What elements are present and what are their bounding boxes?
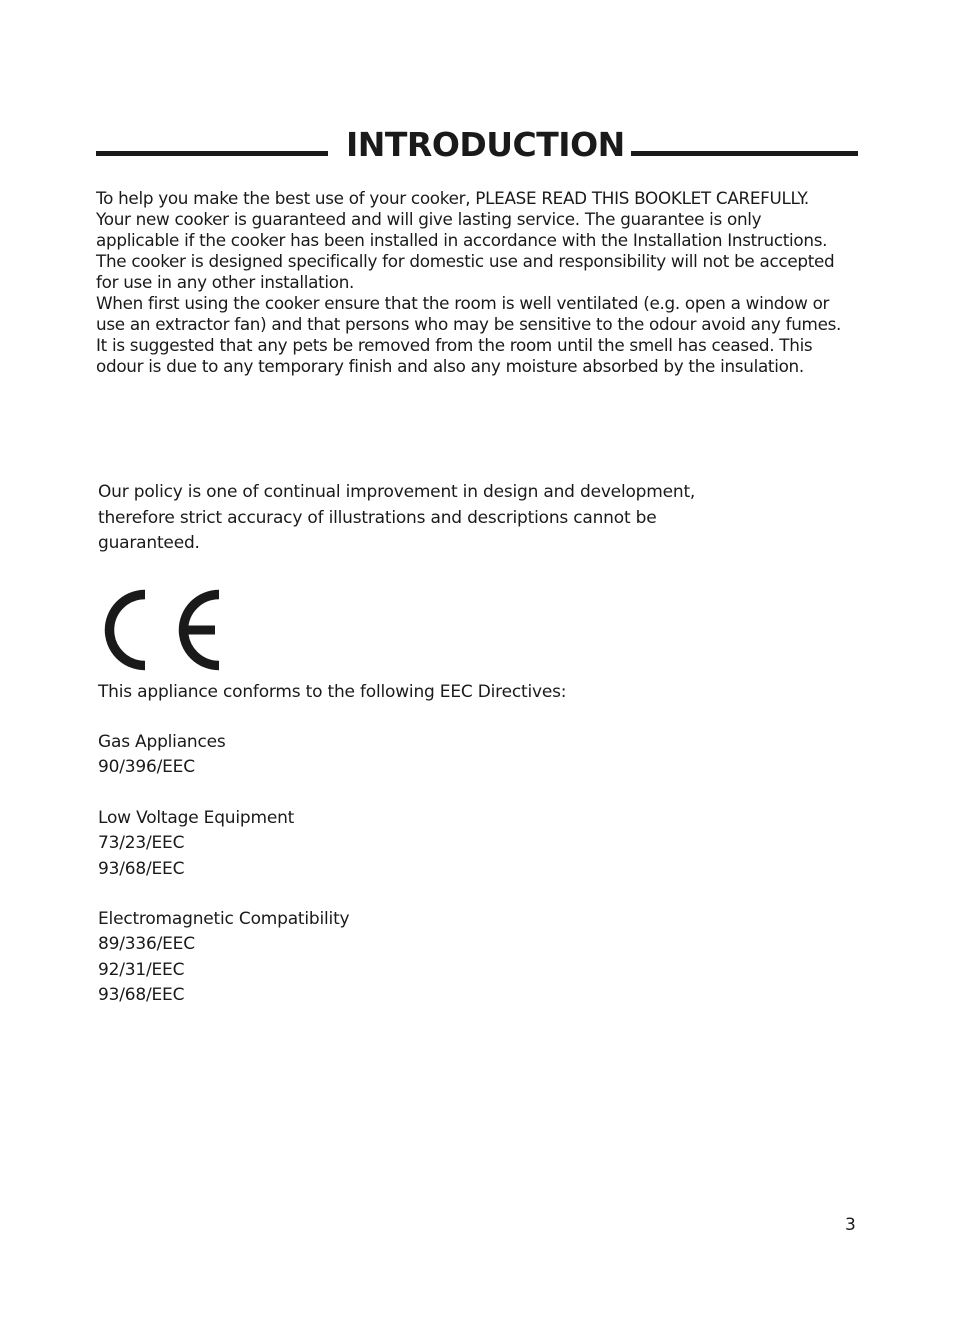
directive-code: 93/68/EEC xyxy=(98,984,185,1005)
intro-paragraph: Your new cooker is guaranteed and will give lasting service. The guarantee is only applicable if the cooker has been installed in accordance with the Installation Instructions. xyxy=(96,209,828,250)
intro-paragraph: To help you make the best use of your cooker, PLEASE READ THIS BOOKLET CAREFULLY. xyxy=(96,188,809,208)
conformity-statement: This appliance conforms to the following EEC Directives: xyxy=(98,682,567,702)
heading-rule-right xyxy=(631,151,858,156)
directive-group-emc xyxy=(98,907,349,1008)
directive-code: 73/23/EEC xyxy=(98,833,185,854)
intro-paragraph: The cooker is designed specifically for domestic use and responsibility will not be accepted for use in any other installation. xyxy=(96,251,835,292)
page-title: INTRODUCTION xyxy=(346,125,625,164)
directive-code: 89/336/EEC xyxy=(98,934,195,955)
policy-line: therefore strict accuracy of illustrations and descriptions cannot be xyxy=(98,507,657,528)
intro-section xyxy=(96,188,848,377)
page-heading xyxy=(96,122,858,172)
intro-paragraph: When first using the cooker ensure that the room is well ventilated (e.g. open a window or use an extractor fan) and that persons who may be sensitive to the odour avoid any fumes. It is suggested that any pets be removed from the room until the smell has ceased. This odour is due to any temporary finish and also any moisture absorbed by the insulation. xyxy=(96,293,842,376)
policy-line: Our policy is one of continual improvement in design and development, xyxy=(98,482,696,502)
policy-line: guaranteed. xyxy=(98,533,200,553)
page-number: 3 xyxy=(845,1215,856,1235)
directive-code: 93/68/EEC xyxy=(98,858,185,879)
directive-group-name: Gas Appliances xyxy=(98,732,226,752)
directive-group-name: Low Voltage Equipment xyxy=(98,808,295,828)
ce-mark-icon xyxy=(97,588,223,672)
directive-code: 90/396/EEC xyxy=(98,757,195,778)
heading-rule-left xyxy=(96,151,328,156)
directive-code: 92/31/EEC xyxy=(98,959,185,980)
policy-statement xyxy=(98,480,748,557)
directive-group-name: Electromagnetic Compatibility xyxy=(98,909,350,929)
directive-group-low-voltage xyxy=(98,806,294,882)
directive-group-gas xyxy=(98,730,226,781)
